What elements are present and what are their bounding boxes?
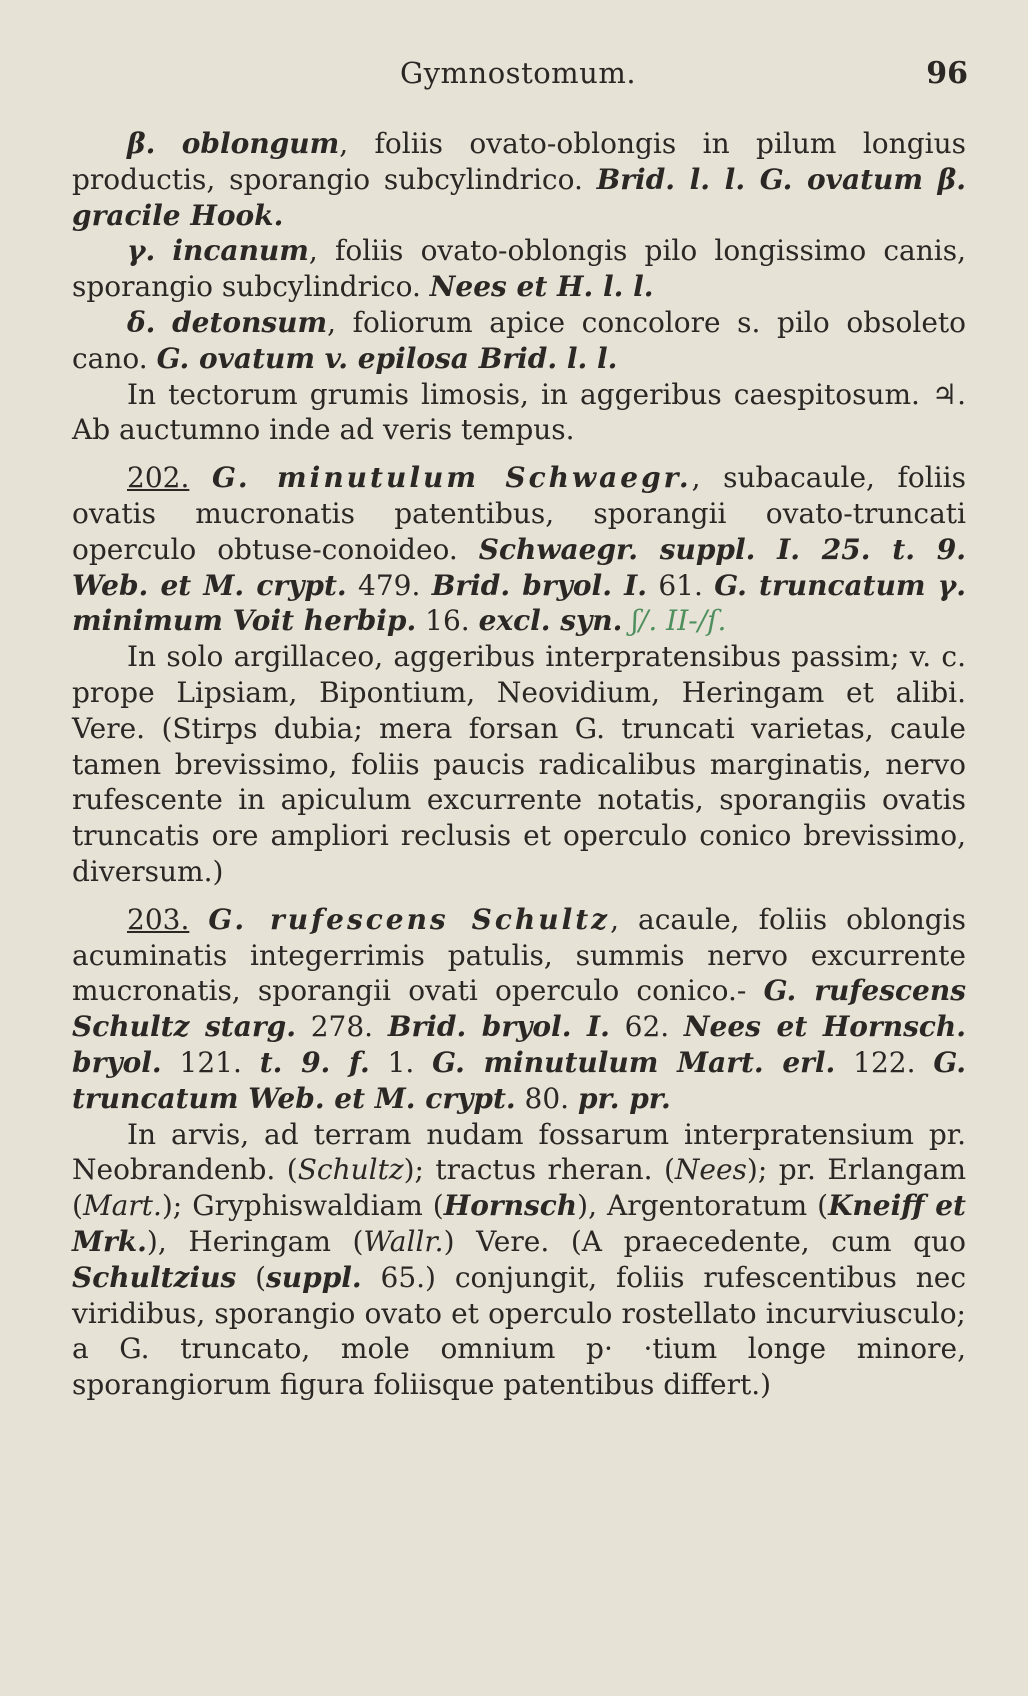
author: Kneiff et Mrk. (72, 1189, 966, 1258)
page-body (72, 126, 966, 1403)
reference-number: 61. (646, 568, 715, 602)
reference: Nees et Hornsch. bryol. (72, 1010, 966, 1079)
page-header (0, 56, 1028, 96)
reference-number: 121. (161, 1045, 260, 1079)
variety-gamma-paragraph (72, 233, 966, 305)
species-number: 202. (127, 461, 190, 495)
reference: G. truncatum Web. et M. crypt. (72, 1045, 967, 1115)
running-title: Gymnostomum. (400, 56, 637, 90)
author: Wallr. (363, 1224, 444, 1258)
habitat-text: In tectorum grumis limosis, in aggeribus caespitosum. (127, 377, 932, 411)
habitat-text: ); tractus rheran. ( (403, 1153, 675, 1187)
species-name: G. minutulum Schwaegr. (211, 461, 692, 495)
reference: G. minutulum Mart. erl. (432, 1045, 836, 1079)
description-text: , foliis ovato-oblongis pilo longissimo canis, sporangio subcylindrico. (72, 234, 966, 304)
habitat-text: ) Vere. (A praecedente, cum quo (443, 1224, 966, 1258)
reference-number: 1. (369, 1045, 433, 1079)
reference-number: 16. (416, 604, 479, 638)
reference: Brid. bryol. I. (387, 1010, 610, 1044)
reference: Brid. bryol. I. (431, 568, 647, 602)
habitat-203-paragraph (72, 1117, 966, 1403)
habitat-text: In arvis, ad terram nudam fossarum interpratensium pr. Neobrandenb. ( (72, 1117, 966, 1187)
reference: Schwaegr. suppl. I. 25. t. 9. Web. et M. crypt. (72, 532, 966, 602)
variety-letter: β. (127, 127, 156, 160)
variety-name: incanum (172, 234, 309, 268)
description-text: , foliorum apice concolore s. pilo obsoleto cano. (72, 305, 966, 375)
author: Schultzius (72, 1260, 237, 1294)
species-202-paragraph (72, 460, 966, 639)
reference-number: 479. (346, 568, 432, 602)
description-text: , acaule, foliis oblongis acuminatis integerrimis patulis, summis nervo excurrente mucronatis, sporangii ovati operculo conico.- (72, 902, 966, 1008)
reference: G. rufescens Schultz starg. (72, 974, 966, 1044)
reference: G. ovatum v. epilosa Brid. l. l. (156, 341, 618, 375)
reference: pr. pr. (577, 1081, 671, 1115)
author: Nees (674, 1153, 747, 1187)
habitat-text: . Ab auctumno inde ad veris tempus. (72, 377, 966, 447)
species-name: G. rufescens Schultz (208, 902, 611, 936)
habitat-paragraph (72, 377, 966, 449)
habitat-202-paragraph: In solo argillaceo, aggeribus interpratensibus passim; v. c. prope Lipsiam, Bipontium, Neovidium, Heringam et alibi. Vere. (Stirps dubia; mera forsan G. truncati varietas, caule tamen brevissimo, foliis paucis radicalibus marginatis, nervo rufescente in apiculum excurrente notatis, sporangiis ovatis truncatis ore ampliori reclusis et operculo conico brevissimo, diversum.) (72, 640, 966, 888)
variety-name: detonsum (172, 305, 328, 339)
reference: Nees et H. l. l. (429, 270, 654, 304)
reference-number: 122. (835, 1045, 934, 1079)
reference: suppl. (266, 1260, 362, 1294)
reference-number: 278. (295, 1010, 388, 1044)
variety-beta-paragraph (72, 126, 966, 233)
reference: excl. syn. (478, 604, 623, 638)
reference: t. 9. f. (259, 1045, 370, 1079)
reference-number: 80. (515, 1081, 578, 1115)
variety-delta-paragraph (72, 305, 966, 377)
reference: G. truncatum γ. minimum Voit herbip. (72, 568, 966, 638)
author: Schultz (297, 1153, 404, 1187)
habitat-text: 65.) conjungit, foliis rufescentibus nec viridibus, sporangio ovato et operculo rostellato incurviusculo; a G. truncato, mole omnium p· ·tium longe minore, sporangiorum figura foliisque patentibus differt.) (72, 1260, 966, 1402)
reference: Brid. l. l. G. ovatum β. gracile Hook. (72, 162, 966, 232)
description-text: , subacaule, foliis ovatis mucronatis patentibus, sporangii ovato-truncati operculo obtuse-conoideo. (72, 461, 966, 566)
habitat-text: ); Gryphiswaldiam ( (161, 1189, 444, 1223)
habitat-text: ), Heringam ( (146, 1224, 364, 1258)
description-text: , foliis ovato-oblongis in pilum longius productis, sporangio subcylindrico. (72, 127, 966, 196)
author: Hornsch (443, 1189, 578, 1223)
variety-name: oblongum (181, 127, 340, 160)
habitat-text: ), Argentoratum ( (577, 1189, 829, 1223)
perennial-symbol: ♃ (931, 377, 958, 411)
handwritten-annotation: ʃ/. II-/ſ. (631, 604, 727, 638)
habitat-text: ); pr. Erlangam ( (72, 1153, 966, 1223)
reference-number: 62. (609, 1010, 684, 1044)
species-number: 203. (127, 902, 190, 936)
page-number: 96 (926, 56, 968, 91)
species-203-paragraph (72, 902, 966, 1117)
habitat-text: ( (236, 1260, 266, 1294)
variety-letter: δ. (127, 305, 156, 339)
variety-letter: γ. (127, 234, 156, 268)
author: Mart. (82, 1189, 162, 1223)
